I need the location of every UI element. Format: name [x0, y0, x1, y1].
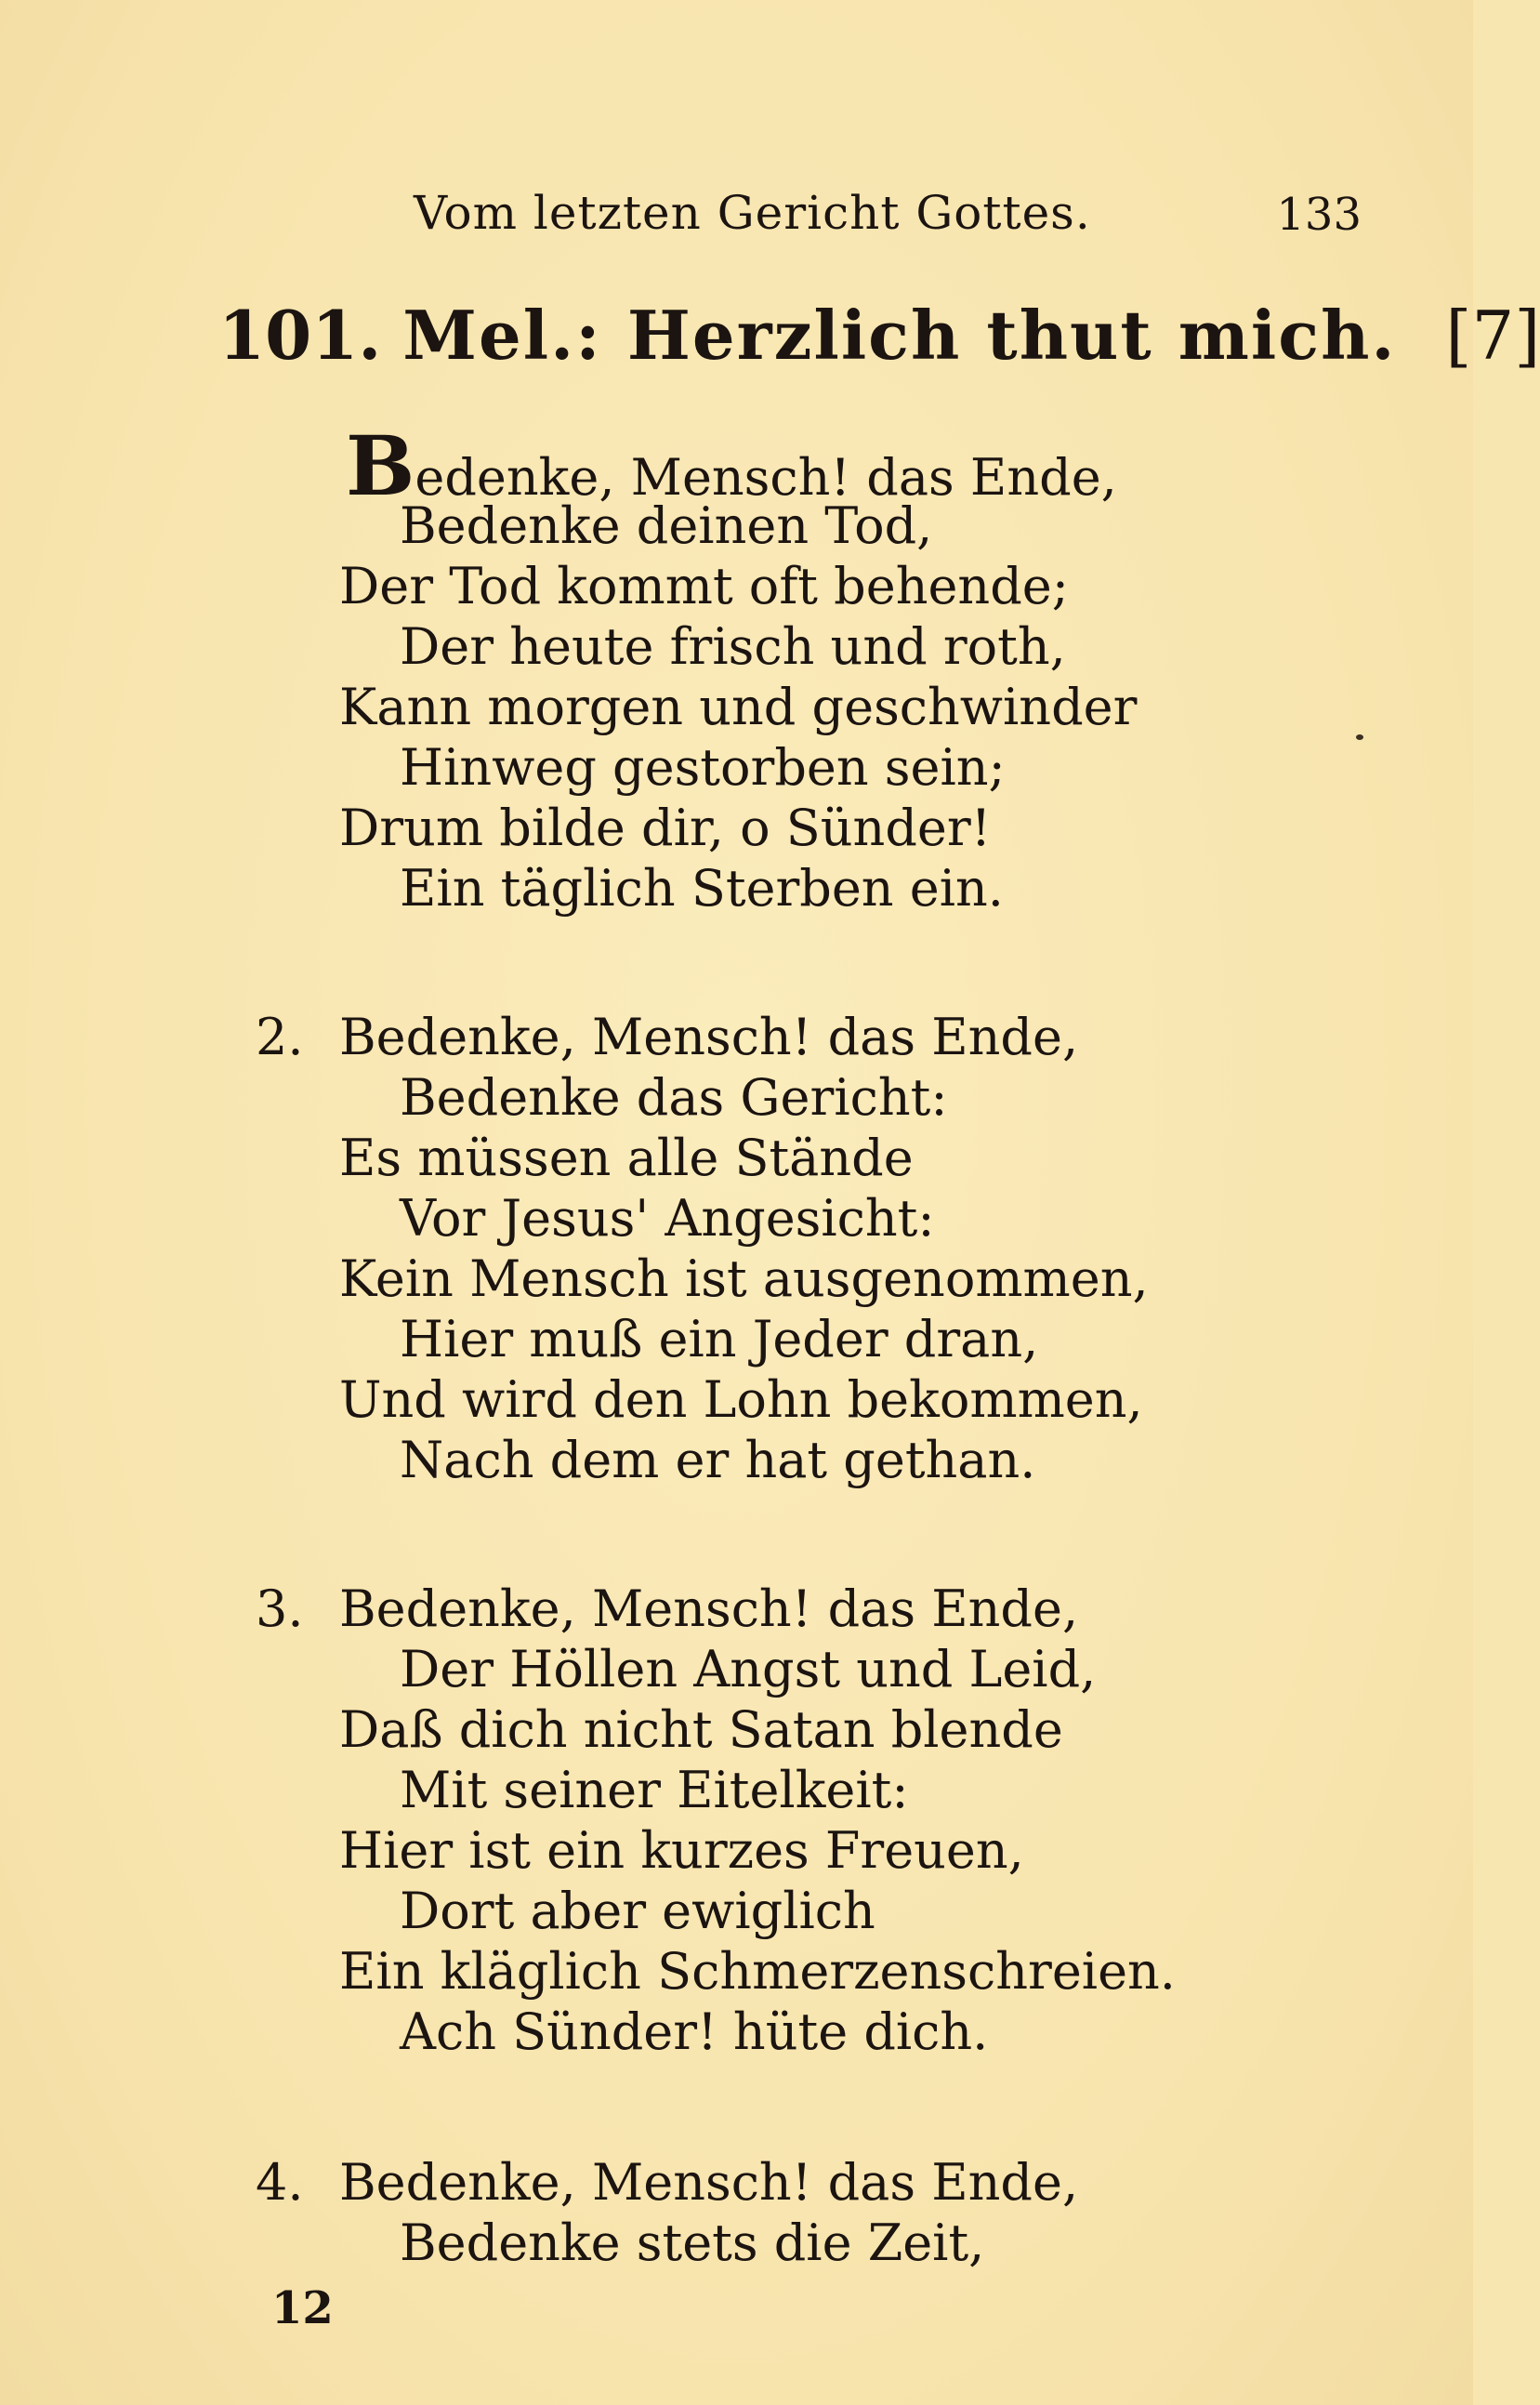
stanza-line: Bedenke, Mensch! das Ende,: [346, 417, 1117, 514]
stanza-line: Dort aber ewiglich: [400, 1882, 875, 1940]
stanza-line: Bedenke stets die Zeit,: [400, 2213, 985, 2272]
drop-cap: B: [346, 417, 415, 514]
stanza-line: Bedenke deinen Tod,: [400, 496, 933, 555]
ink-speck: [1356, 734, 1363, 740]
stanza-line: Bedenke, Mensch! das Ende,: [339, 1008, 1079, 1066]
running-head: Vom letzten Gericht Gottes.: [414, 186, 1091, 240]
stanza-line: Kann morgen und geschwinder: [339, 678, 1138, 736]
hymn-melody: Mel.: Herzlich thut mich.: [402, 296, 1397, 375]
hymn-title: [218, 296, 1540, 375]
stanza-line: Mit seiner Eitelkeit:: [400, 1761, 909, 1819]
stanza-line: Ein kläglich Schmerzenschreien.: [339, 1942, 1176, 2001]
stanza-line: Bedenke, Mensch! das Ende,: [339, 2153, 1079, 2212]
stanza-line: Es müssen alle Stände: [339, 1129, 914, 1187]
stanza-line: Ach Sünder! hüte dich.: [400, 2002, 989, 2061]
stanza-line: Und wird den Lohn bekommen,: [339, 1370, 1143, 1429]
stanza-number: 4.: [256, 2153, 304, 2212]
hymn-reference: [7]: [1445, 297, 1540, 375]
stanza-line: Hier muß ein Jeder dran,: [400, 1310, 1039, 1368]
stanza-line: Hinweg gestorben sein;: [400, 738, 1006, 797]
stanza-number: 2.: [256, 1008, 304, 1066]
stanza-line: Der heute frisch und roth,: [400, 617, 1066, 676]
stanza-line: Der Tod kommt oft behende;: [339, 557, 1069, 615]
stanza-line: Hier ist ein kurzes Freuen,: [339, 1821, 1024, 1880]
stanza-line: Vor Jesus' Angesicht:: [400, 1189, 935, 1248]
stanza-line: Der Höllen Angst und Leid,: [400, 1640, 1097, 1698]
hymn-number: 101.: [218, 296, 382, 375]
stanza-line: Drum bilde dir, o Sünder!: [339, 799, 992, 857]
stanza-line: Kein Mensch ist ausgenommen,: [339, 1249, 1149, 1308]
page-number: 133: [1276, 189, 1362, 241]
stanza-line: Bedenke das Gericht:: [400, 1068, 948, 1127]
stanza-line: Daß dich nicht Satan blende: [339, 1700, 1063, 1759]
signature-mark: 12: [271, 2282, 334, 2334]
stanza-line: Bedenke, Mensch! das Ende,: [339, 1579, 1079, 1638]
stanza-line: Ein täglich Sterben ein.: [400, 859, 1004, 918]
stanza-line: Nach dem er hat gethan.: [400, 1431, 1036, 1489]
stanza-number: 3.: [256, 1579, 304, 1638]
